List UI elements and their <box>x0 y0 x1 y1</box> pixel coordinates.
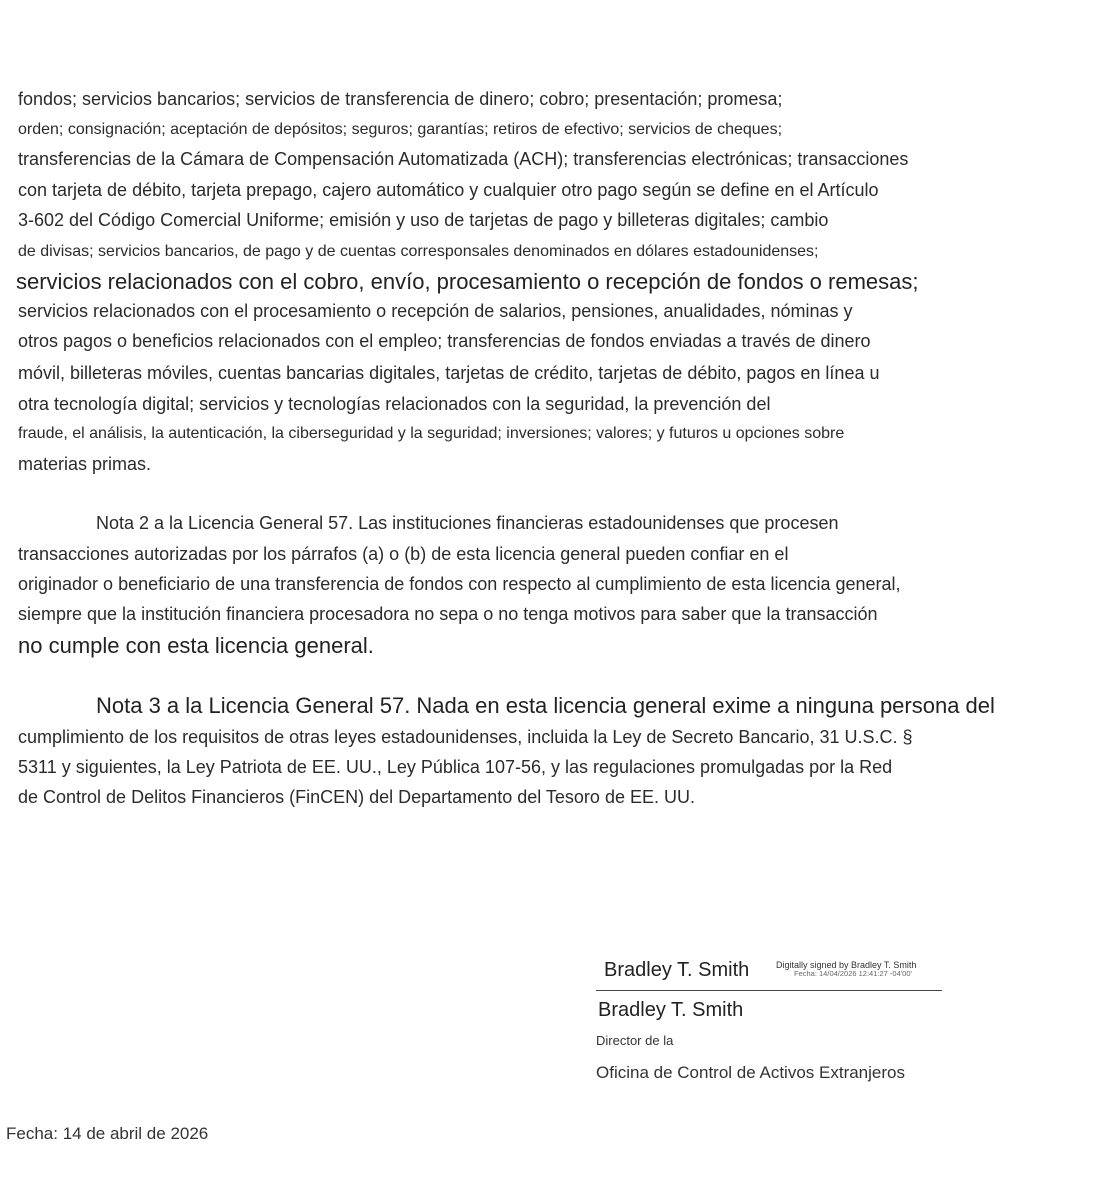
text-line: otra tecnología digital; servicios y tecnologías relacionados con la seguridad, la prevención del <box>18 394 771 414</box>
text-line: otros pagos o beneficios relacionados con el empleo; transferencias de fondos enviadas a través de dinero <box>18 331 871 351</box>
signatory-title-line-2: Oficina de Control de Activos Extranjeros <box>596 1063 905 1082</box>
signatory-title-line-1: Director de la <box>596 1033 674 1048</box>
signature-signed-name: Bradley T. Smith <box>604 959 750 981</box>
text-line: Nota 3 a la Licencia General 57. Nada en esta licencia general exime a ninguna persona del <box>96 693 995 718</box>
signatory-name: Bradley T. Smith <box>598 999 744 1021</box>
text-line: 3-602 del Código Comercial Uniforme; emisión y uso de tarjetas de pago y billeteras digitales; cambio <box>18 210 829 230</box>
digital-signature-line: Digitally signed by Bradley T. Smith <box>776 960 917 970</box>
digital-signature-date: Fecha: 14/04/2026 12:41:27 -04'00' <box>794 969 912 979</box>
text-line: de divisas; servicios bancarios, de pago y de cuentas corresponsales denominados en dólares estadounidenses; <box>18 243 819 260</box>
signature-rule <box>596 990 942 991</box>
document-date: Fecha: 14 de abril de 2026 <box>6 1124 209 1143</box>
text-line: 5311 y siguientes, la Ley Patriota de EE. UU., Ley Pública 107-56, y las regulaciones promulgadas por la Red <box>18 757 893 777</box>
text-line: siempre que la institución financiera procesadora no sepa o no tenga motivos para saber que la transacción <box>18 604 878 624</box>
text-line: no cumple con esta licencia general. <box>18 633 374 658</box>
text-line: móvil, billeteras móviles, cuentas bancarias digitales, tarjetas de crédito, tarjetas de débito, pagos en línea u <box>18 363 880 383</box>
text-line: fraude, el análisis, la autenticación, la ciberseguridad y la seguridad; inversiones; valores; y futuros u opciones sobre <box>18 425 845 442</box>
text-line: servicios relacionados con el procesamiento o recepción de salarios, pensiones, anualidades, nóminas y <box>18 301 853 321</box>
text-line: originador o beneficiario de una transferencia de fondos con respecto al cumplimiento de esta licencia general, <box>18 574 901 594</box>
text-line: transferencias de la Cámara de Compensación Automatizada (ACH); transferencias electrónicas; transacciones <box>18 149 909 169</box>
text-line: con tarjeta de débito, tarjeta prepago, cajero automático y cualquier otro pago según se define en el Artículo <box>18 180 879 200</box>
text-line: cumplimiento de los requisitos de otras leyes estadounidenses, incluida la Ley de Secreto Bancario, 31 U.S.C. § <box>18 727 913 747</box>
text-line: Nota 2 a la Licencia General 57. Las instituciones financieras estadounidenses que procesen <box>96 513 839 533</box>
digital-signature-stamp <box>776 960 916 979</box>
text-line: transacciones autorizadas por los párrafos (a) o (b) de esta licencia general pueden confiar en el <box>18 544 789 564</box>
text-line: de Control de Delitos Financieros (FinCEN) del Departamento del Tesoro de EE. UU. <box>18 787 695 807</box>
text-line: servicios relacionados con el cobro, envío, procesamiento o recepción de fondos o remesas; <box>16 269 919 294</box>
text-line: orden; consignación; aceptación de depósitos; seguros; garantías; retiros de efectivo; servicios de cheques; <box>18 121 783 138</box>
text-line: materias primas. <box>18 454 152 474</box>
text-line: fondos; servicios bancarios; servicios de transferencia de dinero; cobro; presentación; promesa; <box>18 89 783 109</box>
